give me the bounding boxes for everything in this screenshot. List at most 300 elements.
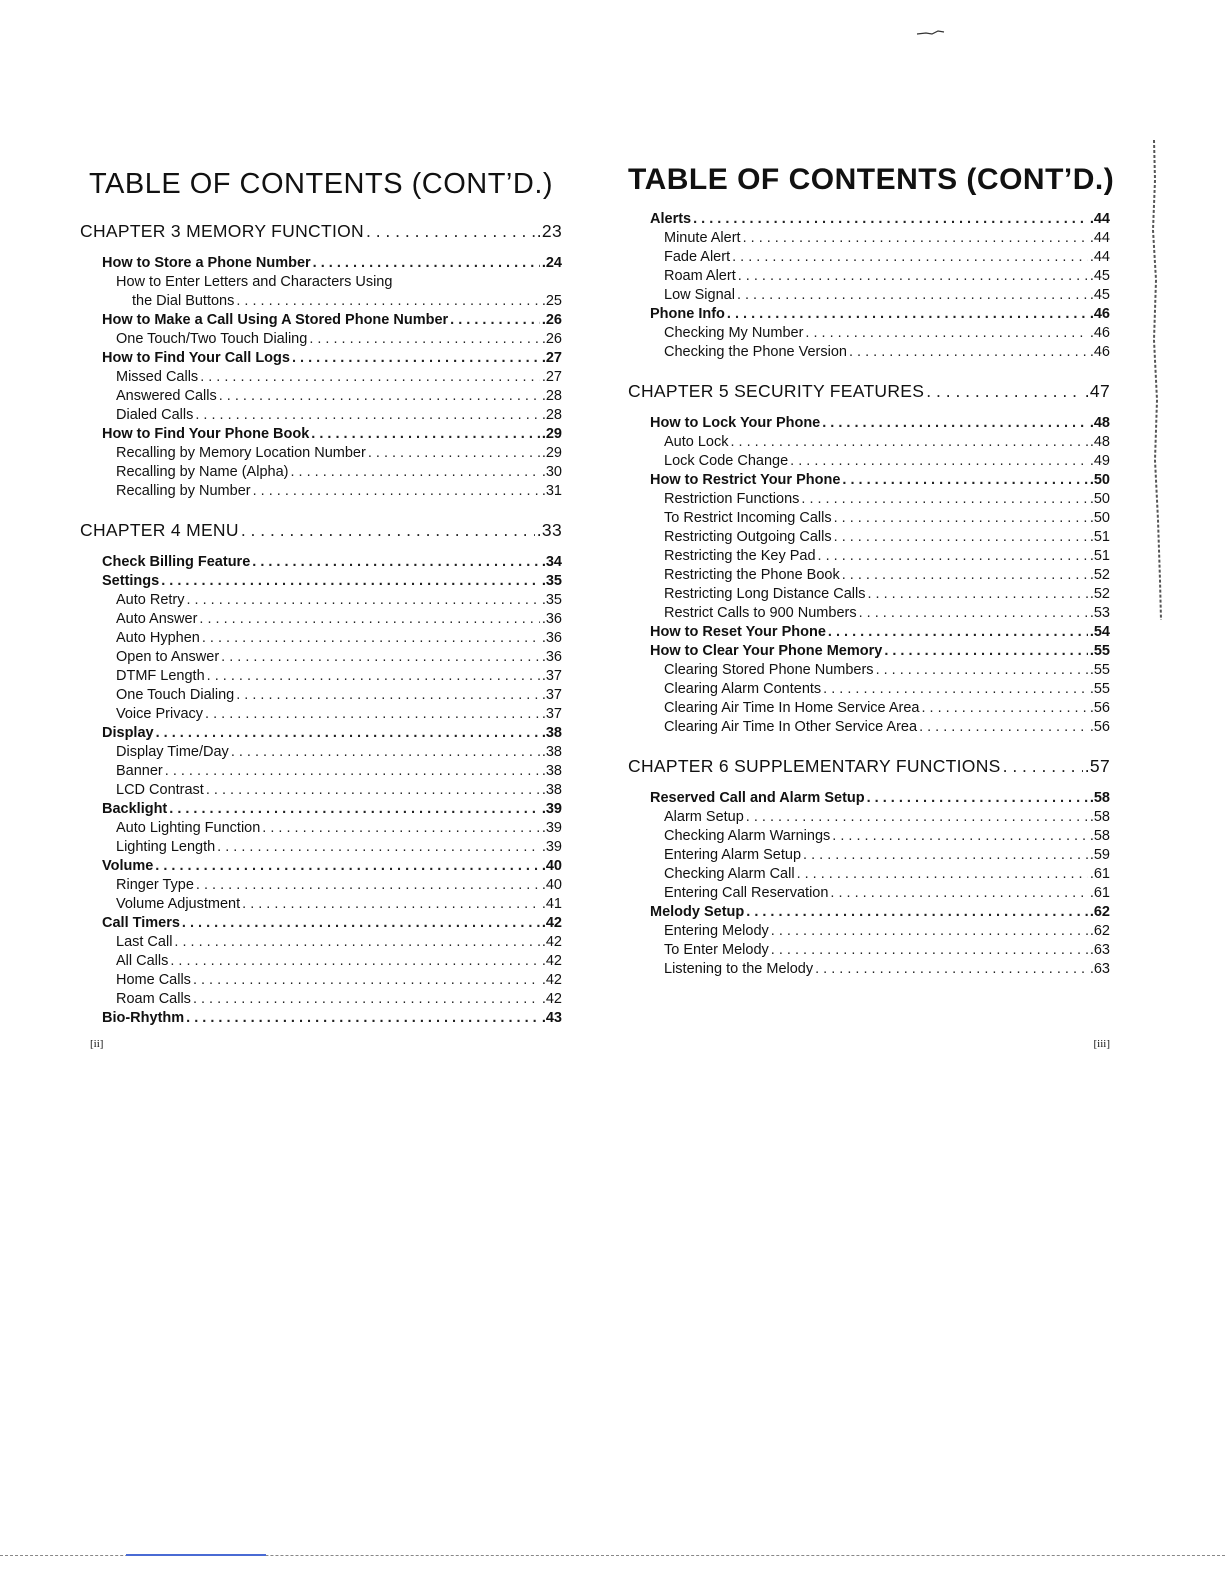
entry-page-number: .28 [541, 388, 562, 404]
entry-label: How to Store a Phone Number [102, 255, 311, 271]
entry-label: Dialed Calls [116, 407, 194, 423]
entry-page-number: .46 [1089, 325, 1110, 341]
entry-label: Checking Alarm Warnings [664, 828, 831, 844]
dot-leader [732, 248, 1088, 267]
dot-leader [290, 463, 539, 482]
toc-entry[interactable] [80, 819, 562, 838]
dot-leader [219, 387, 540, 406]
toc-entry[interactable] [628, 661, 1110, 680]
toc-section-entry[interactable] [628, 642, 1110, 661]
entry-page-number: .42 [541, 972, 562, 988]
entry-page-number: .35 [541, 592, 562, 608]
entry-page-number: .55 [1089, 662, 1110, 678]
dot-leader [830, 884, 1087, 903]
entry-label: Volume [102, 858, 154, 874]
entry-page-number: .46 [1089, 306, 1110, 322]
dot-leader [182, 914, 540, 933]
dot-leader [202, 629, 540, 648]
entry-label: Recalling by Memory Location Number [116, 445, 366, 461]
entry-label: Auto Lock [664, 434, 729, 450]
toc-entry[interactable] [80, 292, 562, 311]
entry-label: Roam Alert [664, 268, 736, 284]
entry-page-number: .42 [541, 934, 562, 950]
dot-leader [207, 667, 540, 686]
entry-label: Auto Answer [116, 611, 198, 627]
dot-leader [738, 267, 1088, 286]
entry-label: Ringer Type [116, 877, 194, 893]
toc-entry[interactable] [628, 547, 1110, 566]
entry-label: Recalling by Number [116, 483, 251, 499]
entry-label: All Calls [116, 953, 169, 969]
dot-leader [849, 343, 1088, 362]
toc-entry[interactable] [628, 585, 1110, 604]
entry-label: Clearing Air Time In Home Service Area [664, 700, 920, 716]
toc-entry[interactable] [628, 286, 1110, 305]
toc-section-entry[interactable] [628, 903, 1110, 922]
dot-leader [161, 572, 540, 591]
toc-section-entry[interactable] [628, 789, 1110, 808]
dot-leader [241, 515, 535, 545]
toc-section-entry[interactable] [80, 349, 562, 368]
dot-leader [186, 1009, 540, 1028]
entry-label: Clearing Stored Phone Numbers [664, 662, 874, 678]
left-page [80, 0, 562, 1100]
dot-leader [693, 210, 1088, 229]
toc-entry[interactable] [80, 781, 562, 800]
toc-section-entry[interactable] [80, 857, 562, 876]
entry-label: CHAPTER 5 SECURITY FEATURES [628, 381, 925, 401]
toc-entry[interactable] [80, 387, 562, 406]
toc-entry[interactable] [628, 699, 1110, 718]
toc-entry[interactable] [628, 490, 1110, 509]
dot-leader [822, 414, 1088, 433]
entry-label: Restricting Outgoing Calls [664, 529, 832, 545]
entry-label: One Touch Dialing [116, 687, 235, 703]
dot-leader [450, 311, 540, 330]
entry-page-number: .27 [541, 369, 562, 385]
entry-page-number: .27 [541, 350, 562, 366]
dot-leader [242, 895, 540, 914]
toc-entry[interactable] [80, 876, 562, 895]
entry-label: Auto Hyphen [116, 630, 200, 646]
dot-leader [771, 922, 1088, 941]
toc-entry[interactable] [80, 591, 562, 610]
entry-page-number: .37 [541, 668, 562, 684]
entry-label: Call Timers [102, 915, 180, 931]
toc-entry[interactable] [80, 952, 562, 971]
entry-page-number: .61 [1089, 866, 1110, 882]
entry-page-number: .25 [541, 293, 562, 309]
dot-leader [170, 952, 539, 971]
entry-page-number: .33 [536, 520, 562, 540]
toc-entry[interactable] [628, 566, 1110, 585]
dot-leader [193, 971, 540, 990]
entry-page-number: .30 [541, 464, 562, 480]
entry-label: Restrict Calls to 900 Numbers [664, 605, 857, 621]
toc-section-entry[interactable] [628, 471, 1110, 490]
toc-section-entry[interactable] [80, 572, 562, 591]
entry-label: Alarm Setup [664, 809, 744, 825]
toc-section-entry[interactable] [80, 724, 562, 743]
chapter-heading[interactable] [628, 751, 1110, 781]
dot-leader [366, 216, 535, 246]
dot-leader [823, 680, 1088, 699]
entry-label: Last Call [116, 934, 173, 950]
entry-page-number: .38 [541, 763, 562, 779]
entry-page-number: .50 [1089, 472, 1110, 488]
entry-label: Entering Alarm Setup [664, 847, 802, 863]
toc-entry[interactable] [628, 846, 1110, 865]
entry-label: Display [102, 725, 154, 741]
entry-label: DTMF Length [116, 668, 205, 684]
toc-entry[interactable] [80, 686, 562, 705]
dot-leader [200, 368, 540, 387]
entry-label: Missed Calls [116, 369, 199, 385]
entry-label: CHAPTER 3 MEMORY FUNCTION [80, 221, 364, 241]
toc-entry[interactable] [80, 990, 562, 1009]
entry-page-number: .36 [541, 630, 562, 646]
entry-label: How to Reset Your Phone [650, 624, 826, 640]
entry-label: Reserved Call and Alarm Setup [650, 790, 865, 806]
toc-entry[interactable] [80, 895, 562, 914]
entry-page-number: .50 [1089, 510, 1110, 526]
toc-entry[interactable] [80, 629, 562, 648]
entry-page-number: .45 [1089, 268, 1110, 284]
entry-page-number: .55 [1089, 643, 1110, 659]
dot-leader [842, 471, 1087, 490]
toc-entry[interactable] [628, 941, 1110, 960]
toc-section-entry[interactable] [628, 210, 1110, 229]
entry-page-number: .36 [541, 611, 562, 627]
chapter-heading[interactable] [628, 376, 1110, 406]
entry-page-number: .36 [541, 649, 562, 665]
toc-entry[interactable] [80, 330, 562, 349]
dot-leader [834, 509, 1088, 528]
toc-entry[interactable] [80, 933, 562, 952]
entry-page-number: .26 [541, 312, 562, 328]
dot-leader [199, 610, 539, 629]
entry-label: Volume Adjustment [116, 896, 241, 912]
entry-page-number: .47 [1084, 381, 1110, 401]
toc-section-entry[interactable] [80, 254, 562, 273]
entry-page-number: .35 [541, 573, 562, 589]
toc-entry[interactable] [80, 444, 562, 463]
toc-entry[interactable] [628, 452, 1110, 471]
toc-entry[interactable] [628, 604, 1110, 623]
entry-label: Voice Privacy [116, 706, 204, 722]
page-title: TABLE OF CONTENTS (CONT’D.) [628, 163, 1115, 196]
entry-page-number: .44 [1089, 249, 1110, 265]
toc-entry[interactable] [628, 509, 1110, 528]
entry-page-number: .53 [1089, 605, 1110, 621]
toc-section-entry[interactable] [80, 553, 562, 572]
dot-leader [169, 800, 540, 819]
dot-leader [876, 661, 1088, 680]
entry-page-number: .38 [541, 744, 562, 760]
toc-section-entry[interactable] [80, 800, 562, 819]
page-title: TABLE OF CONTENTS (CONT’D.) [88, 168, 554, 200]
entry-label: How to Find Your Call Logs [102, 350, 290, 366]
toc-entry[interactable] [628, 528, 1110, 547]
toc-entry[interactable] [80, 273, 562, 292]
dot-leader [292, 349, 540, 368]
toc-entry[interactable] [80, 838, 562, 857]
entry-page-number: .55 [1089, 681, 1110, 697]
page-number: [ii] [90, 1038, 104, 1050]
page-number: [iii] [1093, 1038, 1110, 1050]
toc-list [628, 210, 1110, 979]
entry-label: How to Restrict Your Phone [650, 472, 841, 488]
entry-label: Listening to the Melody [664, 961, 814, 977]
entry-page-number: .44 [1089, 230, 1110, 246]
entry-label: Checking Alarm Call [664, 866, 795, 882]
entry-page-number: .57 [1084, 756, 1110, 776]
entry-page-number: .45 [1089, 287, 1110, 303]
entry-page-number: .51 [1089, 548, 1110, 564]
entry-page-number: .52 [1089, 567, 1110, 583]
entry-page-number: .34 [541, 554, 562, 570]
entry-page-number: .37 [541, 706, 562, 722]
dot-leader [236, 292, 539, 311]
entry-page-number: .39 [541, 801, 562, 817]
dot-leader [743, 229, 1088, 248]
dot-leader [867, 585, 1087, 604]
entry-label: Clearing Alarm Contents [664, 681, 822, 697]
dot-leader [797, 865, 1088, 884]
entry-label: How to Make a Call Using A Stored Phone Number [102, 312, 449, 328]
dot-leader [859, 604, 1088, 623]
chapter-heading[interactable] [80, 216, 562, 246]
dot-leader [867, 789, 1088, 808]
entry-page-number: .23 [536, 221, 562, 241]
entry-label: Entering Call Reservation [664, 885, 829, 901]
dot-leader [790, 452, 1088, 471]
entry-page-number: .29 [541, 426, 562, 442]
toc-entry[interactable] [80, 648, 562, 667]
entry-label: Settings [102, 573, 160, 589]
entry-label: Restricting the Phone Book [664, 567, 840, 583]
toc-section-entry[interactable] [80, 1009, 562, 1028]
entry-label: Lighting Length [116, 839, 216, 855]
entry-label: Alerts [650, 211, 692, 227]
entry-label: Roam Calls [116, 991, 191, 1007]
entry-page-number: .63 [1089, 961, 1110, 977]
entry-page-number: .46 [1089, 344, 1110, 360]
entry-label: Backlight [102, 801, 168, 817]
entry-label: Open to Answer [116, 649, 220, 665]
entry-label: Fade Alert [664, 249, 731, 265]
entry-page-number: .38 [541, 725, 562, 741]
entry-page-number: .56 [1089, 719, 1110, 735]
entry-page-number: .42 [541, 915, 562, 931]
toc-entry[interactable] [628, 960, 1110, 979]
dot-leader [187, 591, 540, 610]
entry-page-number: .51 [1089, 529, 1110, 545]
dot-leader [196, 876, 540, 895]
dot-leader [368, 444, 540, 463]
entry-label: Bio-Rhythm [102, 1010, 185, 1026]
entry-page-number: .44 [1089, 211, 1110, 227]
dot-leader [253, 482, 540, 501]
dot-leader [311, 425, 540, 444]
entry-label: CHAPTER 6 SUPPLEMENTARY FUNCTIONS [628, 756, 1001, 776]
entry-label: Entering Melody [664, 923, 769, 939]
dot-leader [231, 743, 540, 762]
dot-leader [155, 857, 540, 876]
toc-entry[interactable] [628, 884, 1110, 903]
entry-label: Banner [116, 763, 163, 779]
entry-label: Auto Lighting Function [116, 820, 261, 836]
dot-leader [205, 705, 540, 724]
scan-bottom-mark [126, 1554, 266, 1556]
dot-leader [727, 305, 1088, 324]
entry-page-number: .49 [1089, 453, 1110, 469]
entry-label: Restriction Functions [664, 491, 800, 507]
toc-entry[interactable] [628, 808, 1110, 827]
entry-page-number: .62 [1089, 904, 1110, 920]
toc-section-entry[interactable] [80, 425, 562, 444]
toc-entry[interactable] [80, 667, 562, 686]
dot-leader [926, 376, 1083, 406]
dot-leader [309, 330, 540, 349]
toc-section-entry[interactable] [628, 305, 1110, 324]
entry-page-number: .48 [1089, 415, 1110, 431]
entry-page-number: .39 [541, 839, 562, 855]
dot-leader [746, 808, 1088, 827]
entry-label: How to Enter Letters and Characters Using [116, 274, 393, 290]
entry-page-number: .43 [541, 1010, 562, 1026]
toc-list [80, 216, 562, 1028]
entry-label: Display Time/Day [116, 744, 229, 760]
toc-entry[interactable] [628, 827, 1110, 846]
entry-page-number: .40 [541, 858, 562, 874]
entry-page-number: .40 [541, 877, 562, 893]
toc-section-entry[interactable] [80, 914, 562, 933]
entry-page-number: .61 [1089, 885, 1110, 901]
entry-label: Minute Alert [664, 230, 741, 246]
entry-label: LCD Contrast [116, 782, 204, 798]
dot-leader [313, 254, 540, 273]
entry-label: How to Find Your Phone Book [102, 426, 310, 442]
dot-leader [815, 960, 1088, 979]
entry-page-number: .59 [1089, 847, 1110, 863]
toc-entry[interactable] [80, 610, 562, 629]
scan-artifact-mark [916, 28, 946, 36]
entry-page-number: .42 [541, 953, 562, 969]
dot-leader [884, 642, 1088, 661]
entry-label: Melody Setup [650, 904, 745, 920]
entry-page-number: .58 [1089, 809, 1110, 825]
dot-leader [832, 827, 1088, 846]
entry-page-number: .42 [541, 991, 562, 1007]
entry-page-number: .54 [1089, 624, 1110, 640]
entry-page-number: .58 [1089, 828, 1110, 844]
entry-label: To Enter Melody [664, 942, 769, 958]
dot-leader [731, 433, 1088, 452]
entry-label: CHAPTER 4 MENU [80, 520, 239, 540]
toc-entry[interactable] [80, 368, 562, 387]
dot-leader [805, 324, 1087, 343]
entry-label: the Dial Buttons [132, 293, 235, 309]
toc-section-entry[interactable] [80, 311, 562, 330]
entry-page-number: .41 [541, 896, 562, 912]
dot-leader [919, 718, 1088, 737]
entry-label: Lock Code Change [664, 453, 789, 469]
dot-leader [737, 286, 1088, 305]
toc-entry[interactable] [80, 463, 562, 482]
toc-entry[interactable] [80, 705, 562, 724]
entry-label: How to Lock Your Phone [650, 415, 821, 431]
toc-entry[interactable] [80, 762, 562, 781]
entry-page-number: .63 [1089, 942, 1110, 958]
entry-label: Low Signal [664, 287, 735, 303]
toc-entry[interactable] [628, 922, 1110, 941]
entry-label: To Restrict Incoming Calls [664, 510, 832, 526]
toc-entry[interactable] [628, 324, 1110, 343]
chapter-heading[interactable] [80, 515, 562, 545]
toc-entry[interactable] [628, 680, 1110, 699]
entry-label: Check Billing Feature [102, 554, 251, 570]
toc-section-entry[interactable] [628, 623, 1110, 642]
dot-leader [174, 933, 539, 952]
entry-label: Restricting Long Distance Calls [664, 586, 866, 602]
toc-section-entry[interactable] [628, 414, 1110, 433]
entry-page-number: .29 [541, 445, 562, 461]
dot-leader [195, 406, 539, 425]
dot-leader [206, 781, 540, 800]
entry-label: Recalling by Name (Alpha) [116, 464, 289, 480]
dot-leader [165, 762, 540, 781]
entry-page-number: .56 [1089, 700, 1110, 716]
entry-page-number: .52 [1089, 586, 1110, 602]
entry-label: Checking the Phone Version [664, 344, 847, 360]
toc-entry[interactable] [628, 267, 1110, 286]
entry-page-number: .58 [1089, 790, 1110, 806]
toc-entry[interactable] [80, 406, 562, 425]
dot-leader [921, 699, 1087, 718]
toc-entry[interactable] [628, 248, 1110, 267]
toc-entry[interactable] [628, 865, 1110, 884]
toc-entry[interactable] [80, 743, 562, 762]
entry-page-number: .48 [1089, 434, 1110, 450]
entry-label: Answered Calls [116, 388, 217, 404]
toc-entry[interactable] [628, 433, 1110, 452]
entry-label: Auto Retry [116, 592, 185, 608]
entry-label: Home Calls [116, 972, 191, 988]
dot-leader [771, 941, 1088, 960]
toc-entry[interactable] [628, 229, 1110, 248]
dot-leader [262, 819, 540, 838]
entry-label: Restricting the Key Pad [664, 548, 816, 564]
entry-page-number: .24 [541, 255, 562, 271]
entry-label: How to Clear Your Phone Memory [650, 643, 883, 659]
entry-label: Phone Info [650, 306, 725, 322]
entry-label: Clearing Air Time In Other Service Area [664, 719, 918, 735]
right-page [628, 0, 1115, 1100]
dot-leader [818, 547, 1088, 566]
dot-leader [156, 724, 540, 743]
toc-entry[interactable] [80, 482, 562, 501]
toc-entry[interactable] [80, 971, 562, 990]
dot-leader [746, 903, 1088, 922]
entry-label: Checking My Number [664, 325, 804, 341]
toc-entry[interactable] [628, 718, 1110, 737]
entry-page-number: .38 [541, 782, 562, 798]
dot-leader [842, 566, 1088, 585]
toc-entry[interactable] [628, 343, 1110, 362]
dot-leader [828, 623, 1088, 642]
dot-leader [193, 990, 540, 1009]
